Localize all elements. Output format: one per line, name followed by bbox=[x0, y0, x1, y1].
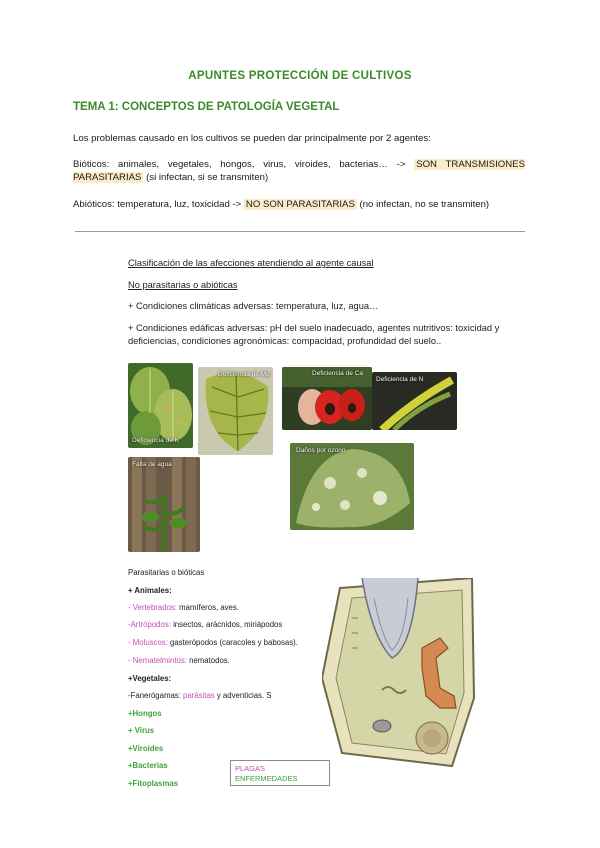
photo-caption: Deficiencia de Ca bbox=[312, 370, 363, 377]
magnesium-deficiency-photo bbox=[198, 367, 273, 455]
list-item: -Artrópodos: insectos, arácnidos, miriápodos bbox=[128, 620, 283, 629]
calcium-deficiency-photo bbox=[282, 367, 372, 430]
list-item: +Viroides bbox=[128, 744, 164, 753]
photo-caption: Deficiencia de N bbox=[376, 376, 424, 383]
biotic-text: Bióticos: animales, vegetales, hongos, virus, viroides, bacterias… -> bbox=[73, 159, 406, 170]
climatic-point: + Condiciones climáticas adversas: temperatura, luz, agua… bbox=[128, 301, 379, 311]
biotic-paragraph bbox=[73, 158, 525, 184]
abiotic-tail: (no infectan, no se transmiten) bbox=[359, 199, 490, 210]
abiotic-paragraph bbox=[73, 198, 525, 211]
list-item: +Fitoplasmas bbox=[128, 779, 179, 788]
photo-caption: Falta de agua bbox=[132, 461, 172, 468]
abiotic-text: Abióticos: temperatura, luz, toxicidad -> bbox=[73, 199, 242, 210]
animals-heading: + Animales: bbox=[128, 586, 172, 595]
plants-heading: +Vegetales: bbox=[128, 674, 172, 683]
legend-box bbox=[230, 760, 330, 786]
photo-caption: Deficiencia de Mg bbox=[218, 371, 270, 378]
legend-plagas: PLAGAS bbox=[235, 764, 266, 773]
photo-caption: Deficiencia de K bbox=[132, 437, 179, 444]
list-item: +Hongos bbox=[128, 709, 162, 718]
abiotic-highlight: NO SON PARASITARIAS bbox=[245, 199, 355, 210]
ozone-damage-photo bbox=[290, 443, 414, 530]
list-item: + Virus bbox=[128, 726, 155, 735]
divider bbox=[75, 231, 525, 232]
list-item: - Moluscos: gasterópodos (caracoles y babosas). bbox=[128, 638, 298, 647]
abiotic-subheading: No parasitarias o abióticas bbox=[128, 280, 238, 290]
biotic-highlight: SON TRANSMISIONES PARASITARIAS bbox=[73, 159, 525, 183]
intro-paragraph: Los problemas causado en los cultivos se pueden dar principalmente por 2 agentes: bbox=[73, 133, 431, 144]
biotic-tail: (si infectan, si se transmiten) bbox=[146, 172, 269, 183]
legend-enfermedades: ENFERMEDADES bbox=[235, 774, 298, 783]
water-deficiency-photo bbox=[128, 457, 200, 552]
nitrogen-deficiency-photo bbox=[372, 372, 457, 430]
list-item: -Fanerógamas: parásitas y adventicias. S bbox=[128, 691, 272, 700]
list-item: - Nematelmintos: nematodos. bbox=[128, 656, 230, 665]
document-title: APUNTES PROTECCIÓN DE CULTIVOS bbox=[188, 70, 412, 82]
photo-caption: Daños por ozono bbox=[296, 447, 346, 454]
list-item: +Bacterias bbox=[128, 761, 168, 770]
topic-heading: TEMA 1: CONCEPTOS DE PATOLOGÍA VEGETAL bbox=[73, 101, 340, 113]
potassium-deficiency-photo bbox=[128, 363, 193, 448]
edaphic-point: + Condiciones edáficas adversas: pH del suelo inadecuado, agentes nutritivos: toxicidad y deficiencias, condiciones agronómicas: compacidad, profundidad del suelo.. bbox=[128, 323, 500, 346]
classification-heading: Clasificación de las afecciones atendiendo al agente causal bbox=[128, 258, 374, 268]
biotic-heading: Parasitarias o bióticas bbox=[128, 568, 205, 577]
list-item: - Vertebrados: mamíferos, aves. bbox=[128, 603, 239, 612]
plant-cell-illustration bbox=[322, 578, 482, 768]
